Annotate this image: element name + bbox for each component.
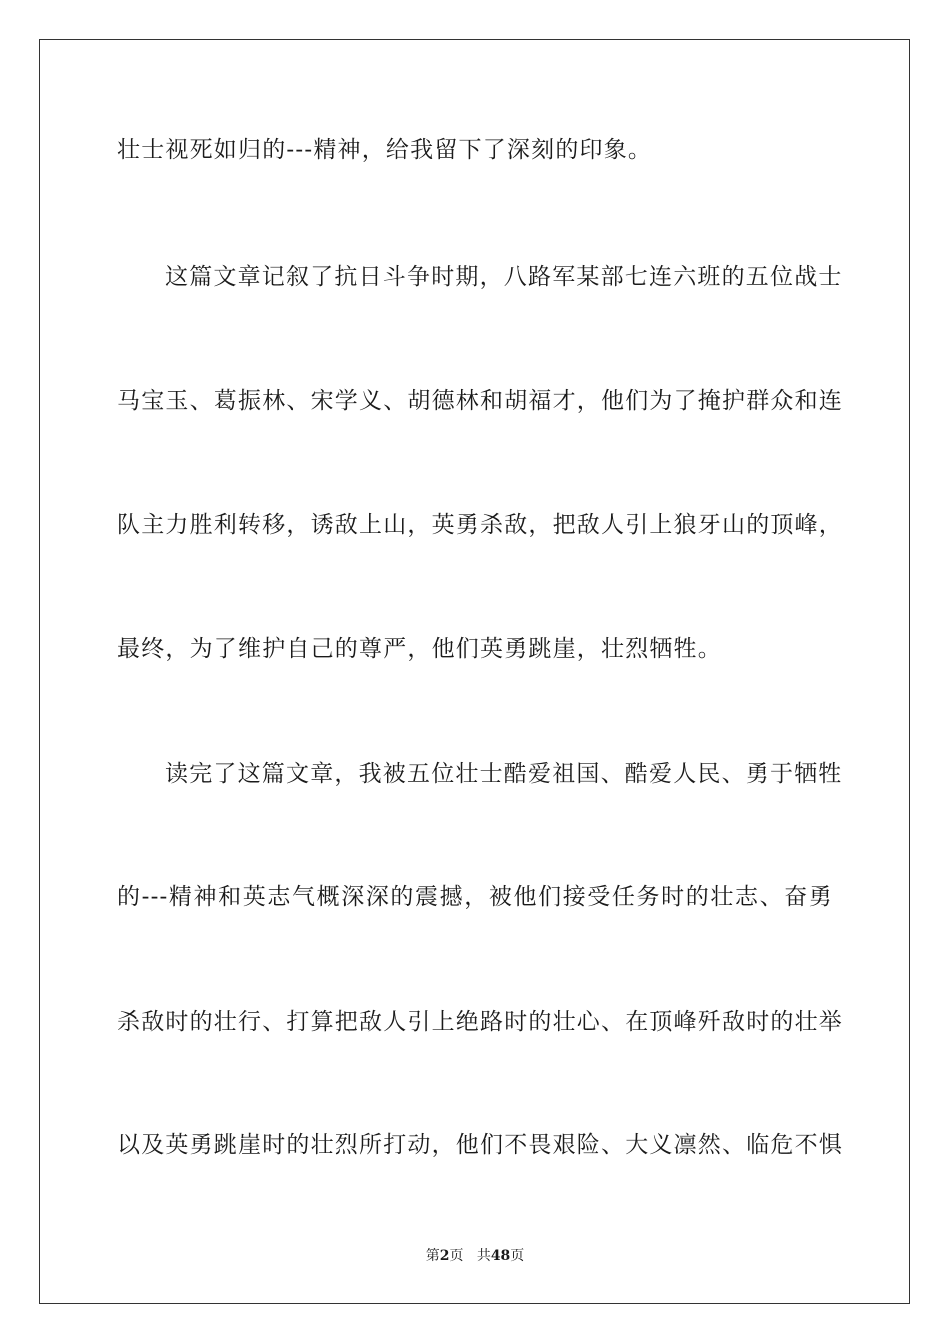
text-line: 的---精神和英志气概深深的震撼，被他们接受任务时的壮志、奋勇 <box>117 884 833 910</box>
text-line: 最终，为了维护自己的尊严，他们英勇跳崖，壮烈牺牲。 <box>117 636 722 662</box>
total-suffix: 页 <box>510 1248 525 1264</box>
page-prefix: 第 <box>425 1248 440 1264</box>
paragraph-first-line: 这篇文章记叙了抗日斗争时期，八路军某部七连六班的五位战士 <box>165 264 843 290</box>
text-line: 杀敌时的壮行、打算把敌人引上绝路时的壮心、在顶峰歼敌时的壮举 <box>117 1009 843 1035</box>
text-line: 队主力胜利转移，诱敌上山，英勇杀敌，把敌人引上狼牙山的顶峰， <box>117 512 843 538</box>
text-line: 壮士视死如归的---精神，给我留下了深刻的印象。 <box>117 137 653 163</box>
page-border <box>39 39 910 1304</box>
page-number: 2 <box>439 1248 450 1264</box>
text-line: 以及英勇跳崖时的壮烈所打动，他们不畏艰险、大义凛然、临危不惧 <box>117 1132 843 1158</box>
paragraph-first-line: 读完了这篇文章，我被五位壮士酷爱祖国、酷爱人民、勇于牺牲 <box>165 761 843 787</box>
total-pages: 48 <box>490 1248 511 1264</box>
page-suffix: 页 <box>449 1248 464 1264</box>
total-prefix: 共 <box>476 1248 491 1264</box>
page-footer <box>0 1247 950 1265</box>
text-line: 马宝玉、葛振林、宋学义、胡德林和胡福才，他们为了掩护群众和连 <box>117 388 843 414</box>
